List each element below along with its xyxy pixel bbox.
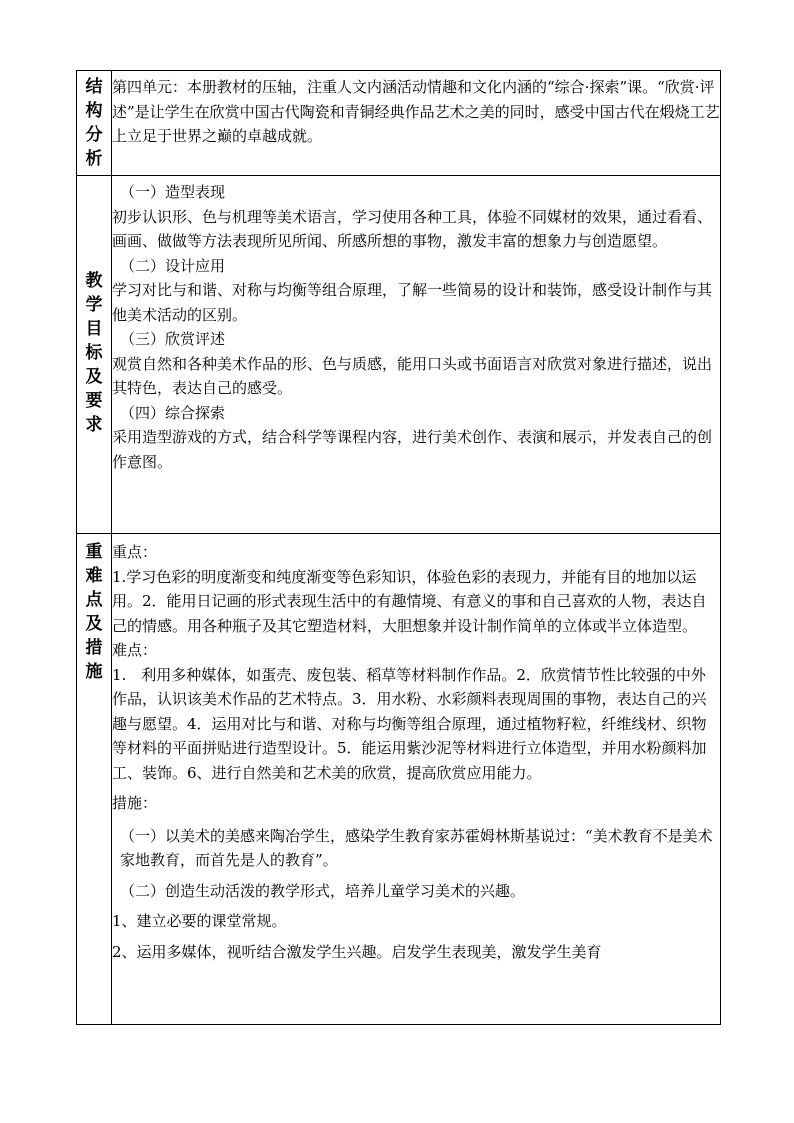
label-char: 重 bbox=[85, 542, 103, 562]
label-char: 教 bbox=[85, 271, 103, 291]
section-heading: （三）欣赏评述 bbox=[120, 330, 226, 348]
label-char: 构 bbox=[85, 101, 103, 121]
paragraph: （二）创造生动活泼的教学形式，培养儿童学习美术的兴趣。 bbox=[120, 881, 526, 900]
row-teaching-goals bbox=[77, 176, 721, 534]
row-content bbox=[112, 534, 721, 1025]
row-key-points bbox=[77, 534, 721, 1025]
section-heading: 重点： bbox=[112, 543, 158, 561]
paragraph: 初步认识形、色与机理等美术语言，学习使用各种工具，体验不同媒材的效果，通过看看、画画、做做等方法表现所见所闻、所感所想的事物，激发丰富的想象力与创造愿望。 bbox=[112, 207, 713, 250]
label-char: 目 bbox=[85, 319, 103, 339]
section-heading: （一）造型表现 bbox=[120, 183, 226, 201]
section-heading: 难点： bbox=[112, 641, 158, 659]
label-char: 措 bbox=[85, 638, 103, 658]
row-content bbox=[112, 71, 721, 176]
paragraph: 观赏自然和各种美术作品的形、色与质感，能用口头或书面语言对欣赏对象进行描述，说出其特色，表达自己的感受。 bbox=[112, 354, 713, 397]
section-heading: （二）设计应用 bbox=[120, 256, 226, 275]
label-char: 难 bbox=[85, 566, 103, 586]
row-label bbox=[77, 534, 112, 1025]
row-label bbox=[77, 71, 112, 176]
label-char: 求 bbox=[85, 415, 103, 435]
label-char: 要 bbox=[85, 391, 103, 411]
label-char: 分 bbox=[85, 125, 103, 145]
label-char: 结 bbox=[85, 77, 103, 97]
paragraph: 2、运用多媒体，视听结合激发学生兴趣。启发学生表现美，激发学生美育 bbox=[112, 942, 602, 961]
label-char: 析 bbox=[85, 149, 103, 169]
paragraph: 学习对比与和谐、对称与均衡等组合原理，了解一些简易的设计和装饰，感受设计制作与其他美术活动的区别。 bbox=[112, 281, 713, 324]
row-content bbox=[112, 176, 721, 534]
label-char: 学 bbox=[85, 295, 103, 315]
section-heading: （四）综合探索 bbox=[120, 403, 226, 422]
paragraph: 采用造型游戏的方式，结合科学等课程内容，进行美术创作、表演和展示，并发表自己的创作意图。 bbox=[112, 428, 713, 471]
label-char: 及 bbox=[85, 367, 103, 387]
section-heading: 措施： bbox=[112, 794, 158, 812]
label-char: 标 bbox=[85, 343, 103, 363]
paragraph: （一）以美术的美感来陶冶学生，感染学生教育家苏霍姆林斯基说过：“美术教育不是美术家地教育，而首先是人的教育”。 bbox=[120, 826, 713, 869]
paragraph: 1. 利用多种媒体，如蛋壳、废包装、稻草等材料制作作品。2．欣赏情节性比较强的中外作品，认识该美术作品的艺术特点。3．用水粉、水彩颜料表现周围的事物，表达自己的兴趣与愿望。4．运用对比与和谐、对称与均衡等组合原理，通过植物籽粒，纤维线材、织物等材料的平面拼贴进行造型设计。5．能运用紫沙泥等材料进行立体造型，并用水粉颜料加工、装饰。6、进行自然美和艺术美的欣赏，提高欣赏应用能力。 bbox=[112, 665, 707, 782]
plan-table bbox=[76, 70, 721, 1025]
row-structure-analysis bbox=[77, 71, 721, 176]
label-char: 施 bbox=[85, 662, 103, 682]
paragraph: 第四单元：本册教材的压轴，注重人文内涵活动情趣和文化内涵的“综合·探索”课。“欣赏·评述”是让学生在欣赏中国古代陶瓷和青铜经典作品艺术之美的同时，感受中国古代在煅烧工艺上立足于世界之巅的卓越成就。 bbox=[112, 78, 720, 145]
paragraph: 1.学习色彩的明度渐变和纯度渐变等色彩知识，体验色彩的表现力，并能有目的地加以运用。2．能用日记画的形式表现生活中的有趣情境、有意义的事和自己喜欢的人物，表达自己的情感。用各种瓶子及其它塑造材料，大胆想象并设计制作简单的立体或半立体造型。 bbox=[112, 567, 707, 635]
paragraph: 1、建立必要的课堂常规。 bbox=[112, 912, 287, 930]
row-label bbox=[77, 176, 112, 534]
label-char: 点 bbox=[85, 590, 103, 610]
label-char: 及 bbox=[85, 614, 103, 634]
